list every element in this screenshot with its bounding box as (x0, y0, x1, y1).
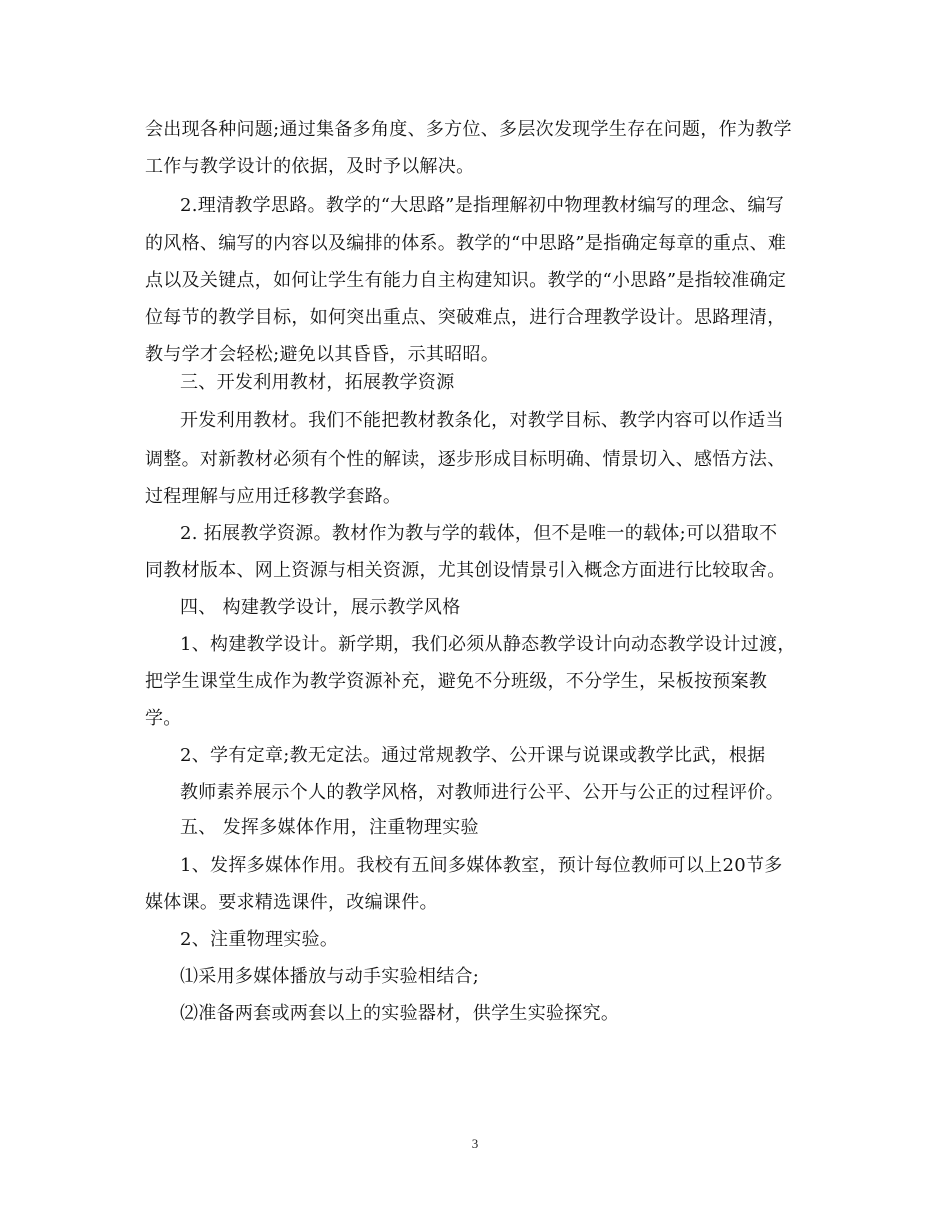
text-line: 1、构建教学设计。新学期，我们必须从静态教学设计向动态教学设计过渡， (180, 634, 796, 655)
text-line: 同教材版本、网上资源与相关资源，尤其创设情景引入概念方面进行比较取舍。 (145, 560, 786, 581)
text-line: 开发利用教材。我们不能把教材教条化，对教学目标、教学内容可以作适当 (180, 410, 784, 431)
text-line: 2、学有定章;教无定法。通过常规教学、公开课与说课或教学比武，根据 (180, 745, 766, 766)
text-line: 过程理解与应用迁移教学套路。 (145, 486, 402, 507)
text-line: 2.理清教学思路。教学的“大思路”是指理解初中物理教材编写的理念、编写 (180, 195, 785, 216)
text-line: 媒体课。要求精选课件，改编课件。 (145, 892, 438, 913)
text-line: 点以及关键点，如何让学生有能力自主构建知识。教学的“小思路”是指较准确定 (145, 270, 787, 291)
section-heading: 三、开发利用教材，拓展教学资源 (180, 372, 455, 393)
section-heading: 四、 构建教学设计，展示教学风格 (180, 597, 461, 618)
text-line: 工作与教学设计的依据，及时予以解决。 (145, 156, 475, 177)
section-heading: 五、 发挥多媒体作用，注重物理实验 (180, 817, 479, 838)
text-line: 1、发挥多媒体作用。我校有五间多媒体教室，预计每位教师可以上20节多 (180, 855, 783, 876)
text-line: 调整。对新教材必须有个性的解读，逐步形成目标明确、情景切入、感悟方法、 (145, 449, 786, 470)
text-line: 2、注重物理实验。 (180, 929, 339, 950)
list-item: ⑵准备两套或两套以上的实验器材，供学生实验探究。 (180, 1003, 620, 1024)
text-line: 2. 拓展教学资源。教材作为教与学的载体，但不是唯一的载体;可以猎取不 (180, 523, 778, 544)
text-line: 教与学才会轻松;避免以其昏昏，示其昭昭。 (145, 344, 500, 365)
list-item: ⑴采用多媒体播放与动手实验相结合; (180, 966, 480, 987)
text-line: 把学生课堂生成作为教学资源补充，避免不分班级，不分学生，呆板按预案教 (145, 671, 768, 692)
text-line: 教师素养展示个人的教学风格，对教师进行公平、公开与公正的过程评价。 (180, 782, 784, 803)
text-line: 会出现各种问题;通过集备多角度、多方位、多层次发现学生存在问题，作为教学 (145, 119, 792, 140)
page-number: 3 (471, 1136, 479, 1151)
text-line: 学。 (145, 708, 182, 729)
text-line: 的风格、编写的内容以及编排的体系。教学的“中思路”是指确定每章的重点、难 (145, 233, 787, 254)
text-line: 位每节的教学目标，如何突出重点、突破难点，进行合理教学设计。思路理清， (145, 307, 786, 328)
